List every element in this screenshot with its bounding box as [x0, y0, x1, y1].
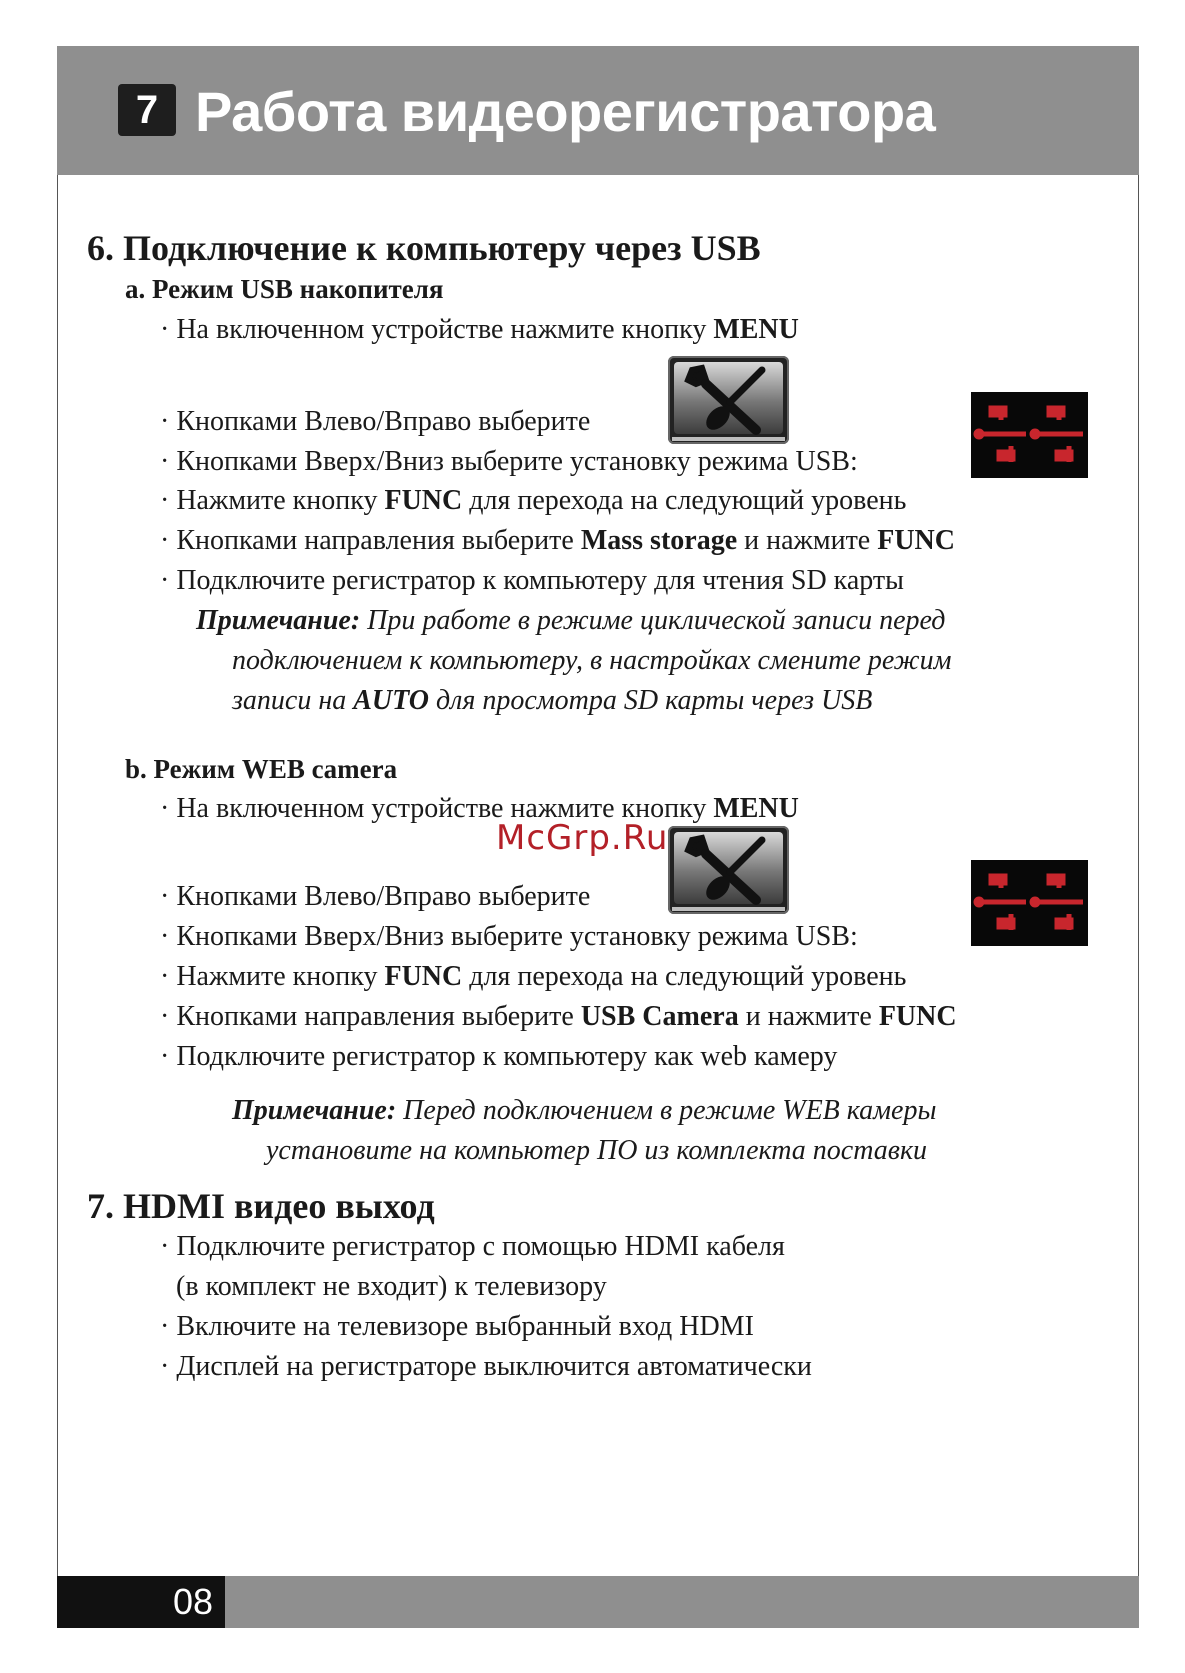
a-note-line-3: записи на AUTO для просмотра SD карты через USB [232, 685, 873, 716]
subsection-a-heading: a. Режим USB накопителя [125, 274, 444, 304]
wrench-screwdriver-icon [668, 826, 789, 914]
usb-settings-icon [971, 860, 1088, 946]
watermark: McGrp.Ru [496, 818, 669, 858]
b-connect-line: · Подключите регистратор к компьютеру как web камеру [160, 1041, 838, 1072]
usb-settings-icon [971, 392, 1088, 478]
b-direction-line: · Кнопками направления выберите USB Camera и нажмите FUNC [160, 1001, 957, 1032]
hdmi-line-2: (в комплект не входит) к телевизору [176, 1271, 607, 1302]
chapter-number: 7 [118, 84, 176, 136]
section-hdmi-heading: 7. HDMI видео выход [87, 1186, 435, 1226]
a-menu-line: · На включенном устройстве нажмите кнопку MENU [160, 314, 799, 345]
b-note-line-1: Примечание: Перед подключением в режиме WEB камеры [232, 1095, 937, 1126]
chapter-title: Работа видеорегистратора [195, 80, 936, 143]
a-left-right-line: · Кнопками Влево/Вправо выберите [160, 406, 591, 437]
page-number: 08 [57, 1576, 225, 1628]
b-left-right-line: · Кнопками Влево/Вправо выберите [160, 881, 591, 912]
a-note-line-2: подключением к компьютеру, в настройках смените режим [232, 645, 952, 676]
a-direction-line: · Кнопками направления выберите Mass storage и нажмите FUNC [160, 525, 955, 556]
wrench-screwdriver-icon [668, 356, 789, 444]
a-note-line-1: Примечание: При работе в режиме циклической записи перед [196, 605, 946, 636]
b-note-line-2: установите на компьютер ПО из комплекта поставки [266, 1135, 928, 1166]
a-up-down-line: · Кнопками Вверх/Вниз выберите установку режима USB: [160, 446, 858, 477]
section-usb-heading: 6. Подключение к компьютеру через USB [87, 228, 761, 268]
subsection-b-heading: b. Режим WEB camera [125, 754, 398, 784]
b-menu-line: · На включенном устройстве нажмите кнопку MENU [160, 793, 799, 824]
hdmi-line-4: · Дисплей на регистраторе выключится автоматически [160, 1351, 812, 1382]
a-connect-line: · Подключите регистратор к компьютеру для чтения SD карты [160, 565, 904, 596]
b-up-down-line: · Кнопками Вверх/Вниз выберите установку режима USB: [160, 921, 858, 952]
b-func-line: · Нажмите кнопку FUNC для перехода на следующий уровень [160, 961, 907, 992]
a-func-line: · Нажмите кнопку FUNC для перехода на следующий уровень [160, 485, 907, 516]
hdmi-line-1: · Подключите регистратор с помощью HDMI кабеля [160, 1231, 785, 1262]
hdmi-line-3: · Включите на телевизоре выбранный вход HDMI [160, 1311, 754, 1342]
